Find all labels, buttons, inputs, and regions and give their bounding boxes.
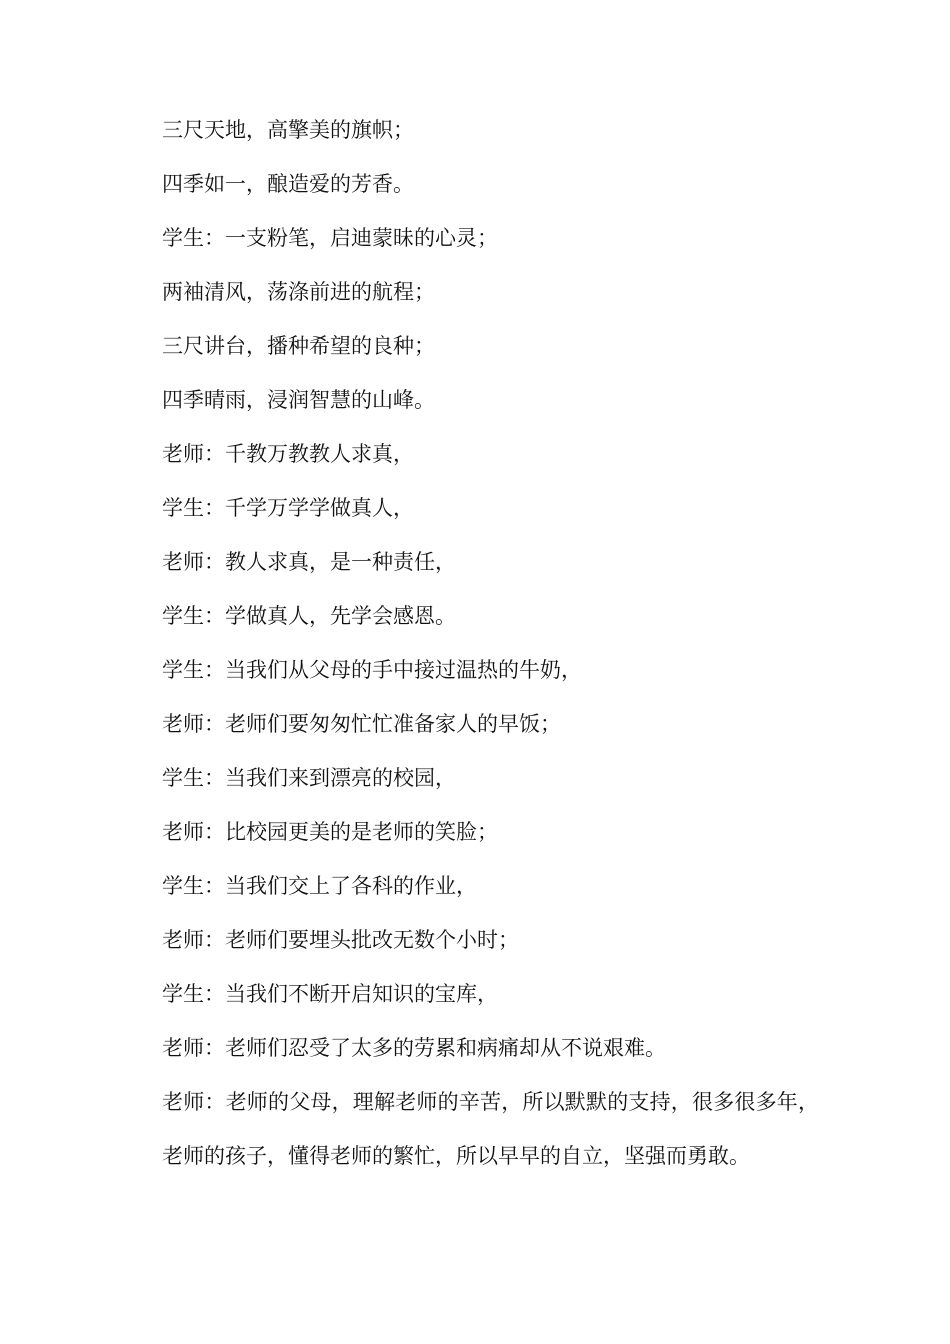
text-line: 学生：学做真人，先学会感恩。 <box>162 604 456 628</box>
text-line: 三尺天地，高擎美的旗帜； <box>162 118 414 142</box>
text-line: 老师：老师们忍受了太多的劳累和病痛却从不说艰难。 <box>162 1036 666 1060</box>
text-line: 两袖清风，荡涤前进的航程； <box>162 280 435 304</box>
text-line: 老师：教人求真，是一种责任， <box>162 550 456 574</box>
text-line: 老师：老师们要埋头批改无数个小时； <box>162 928 519 952</box>
text-line: 四季如一，酿造爱的芳香。 <box>162 172 414 196</box>
text-line: 学生：当我们交上了各科的作业， <box>162 874 477 898</box>
text-line: 三尺讲台，播种希望的良种； <box>162 334 435 358</box>
document-body <box>115 103 827 1183</box>
text-line: 老师：千教万教教人求真， <box>162 442 414 466</box>
wrapped-paragraph: 老师：老师的父母，理解老师的辛苦，所以默默的支持，很多很多年， <box>162 1090 820 1114</box>
text-line: 学生：当我们从父母的手中接过温热的牛奶， <box>162 658 582 682</box>
text-line: 老师：老师们要匆匆忙忙准备家人的早饭； <box>162 712 561 736</box>
text-line: 学生：当我们来到漂亮的校园， <box>162 766 456 790</box>
text-line: 学生：当我们不断开启知识的宝库， <box>162 982 498 1006</box>
text-line-last: 老师的孩子，懂得老师的繁忙，所以早早的自立，坚强而勇敢。 <box>162 1144 750 1168</box>
text-line: 学生：一支粉笔，启迪蒙昧的心灵； <box>162 226 498 250</box>
text-line: 四季晴雨，浸润智慧的山峰。 <box>162 388 435 412</box>
text-line: 老师：比校园更美的是老师的笑脸； <box>162 820 498 844</box>
text-line: 学生：千学万学学做真人， <box>162 496 414 520</box>
